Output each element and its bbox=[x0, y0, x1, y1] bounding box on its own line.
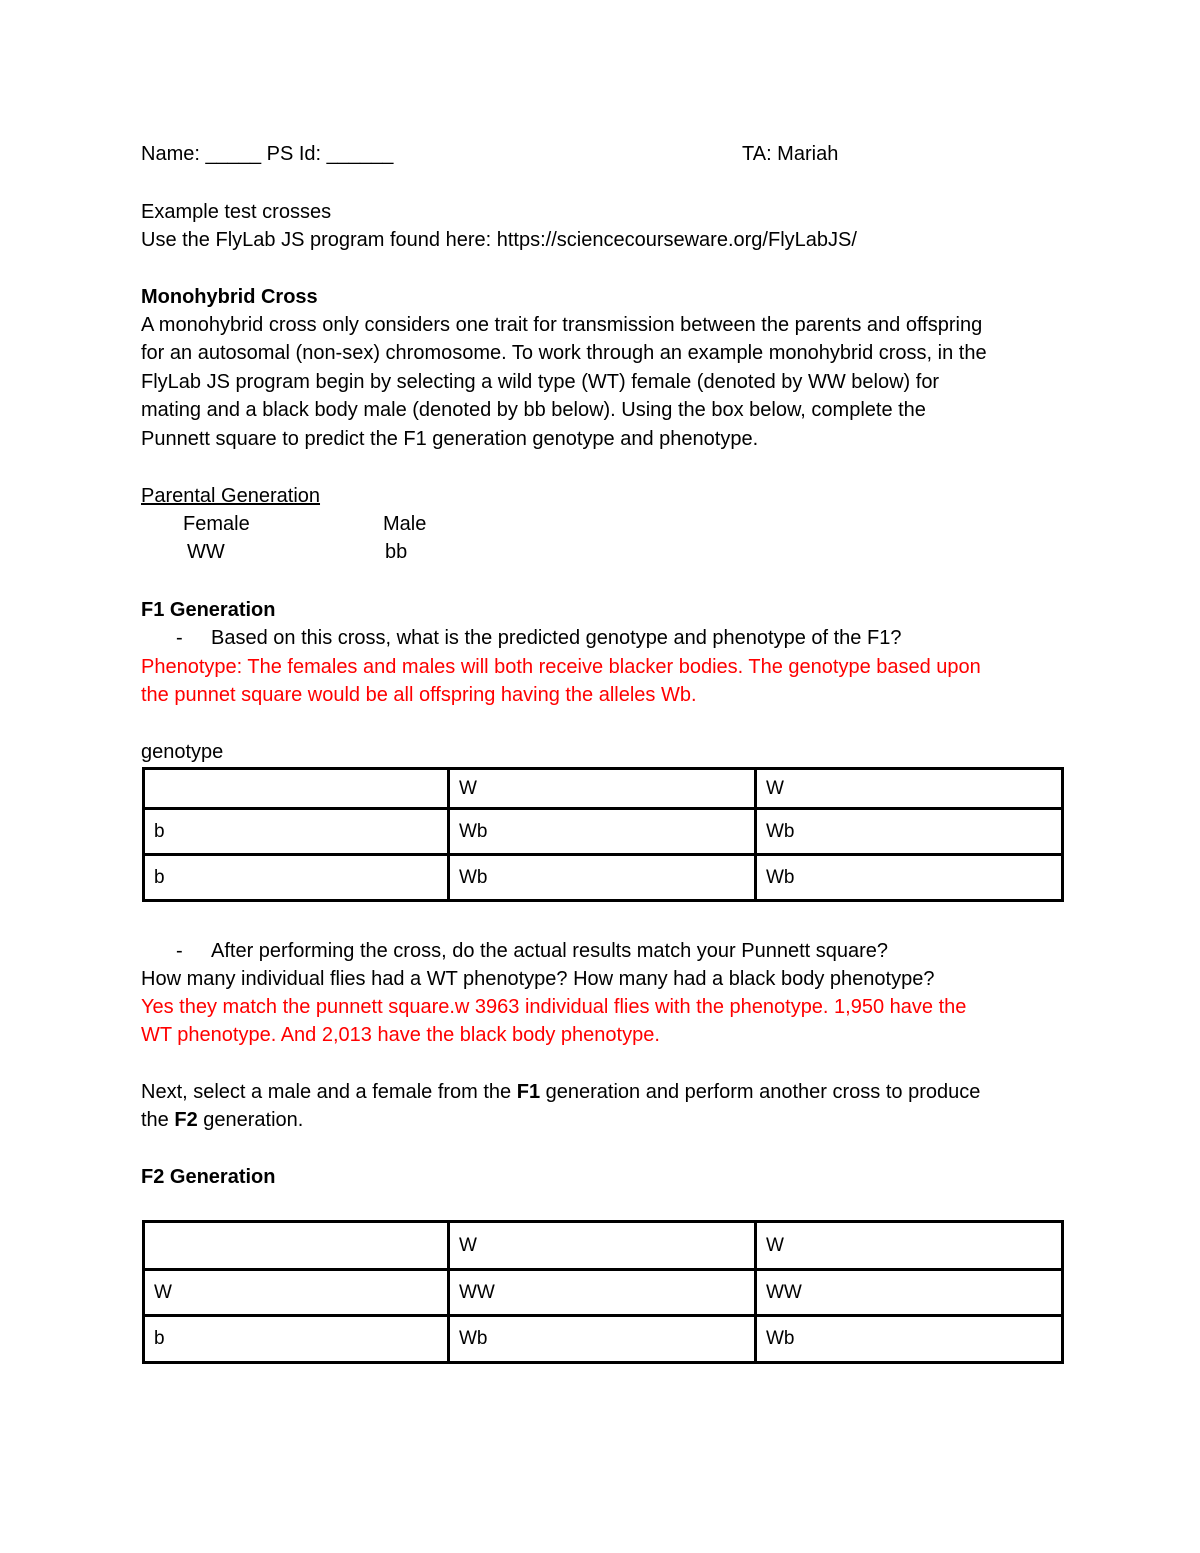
table-cell: b bbox=[144, 809, 449, 855]
table-cell: Wb bbox=[756, 809, 1063, 855]
table-cell: b bbox=[144, 855, 449, 901]
female-label: Female bbox=[183, 513, 250, 535]
f1-punnett-table bbox=[142, 767, 1064, 902]
table-cell: Wb bbox=[449, 809, 756, 855]
monohybrid-heading: Monohybrid Cross bbox=[141, 286, 318, 308]
text-run: generation. bbox=[197, 1109, 304, 1131]
f1-question: Based on this cross, what is the predicted genotype and phenotype of the F1? bbox=[211, 627, 902, 649]
text-run: Next, select a male and a female from the bbox=[141, 1081, 517, 1103]
text-run: the bbox=[141, 1109, 175, 1131]
monohybrid-text-line: A monohybrid cross only considers one trait for transmission between the parents and offspring bbox=[141, 314, 983, 336]
text-run: generation and perform another cross to produce bbox=[540, 1081, 981, 1103]
name-ps-id-line: Name: _____ PS Id: ______ bbox=[141, 143, 394, 165]
ta-name: TA: Mariah bbox=[742, 143, 839, 165]
table-cell: W bbox=[449, 769, 756, 809]
female-genotype: WW bbox=[187, 541, 225, 563]
table-cell: WW bbox=[756, 1270, 1063, 1316]
bullet-dash: - bbox=[176, 627, 183, 649]
monohybrid-text-line: for an autosomal (non-sex) chromosome. To work through an example monohybrid cross, in the bbox=[141, 342, 987, 364]
table-row bbox=[144, 1316, 1063, 1363]
table-cell: W bbox=[756, 1222, 1063, 1270]
table-cell bbox=[144, 1222, 449, 1270]
monohybrid-text-line: FlyLab JS program begin by selecting a wild type (WT) female (denoted by WW below) for bbox=[141, 371, 940, 393]
table-cell: Wb bbox=[449, 855, 756, 901]
table-row bbox=[144, 1222, 1063, 1270]
next-instruction-line bbox=[141, 1078, 980, 1106]
f2-heading: F2 Generation bbox=[141, 1166, 276, 1188]
intro-title: Example test crosses bbox=[141, 201, 332, 223]
table-cell: WW bbox=[449, 1270, 756, 1316]
monohybrid-text-line: Punnett square to predict the F1 generation genotype and phenotype. bbox=[141, 428, 759, 450]
male-genotype: bb bbox=[385, 541, 408, 563]
f1-answer-2-line: WT phenotype. And 2,013 have the black body phenotype. bbox=[141, 1024, 660, 1046]
text-run-bold: F2 bbox=[174, 1109, 198, 1131]
parental-heading: Parental Generation bbox=[141, 485, 321, 507]
table-row bbox=[144, 769, 1063, 809]
f1-answer-line: the punnet square would be all offspring having the alleles Wb. bbox=[141, 684, 697, 706]
table-row bbox=[144, 855, 1063, 901]
f1-question-2: After performing the cross, do the actual results match your Punnett square? bbox=[211, 940, 889, 962]
table-cell bbox=[144, 769, 449, 809]
intro-link-line: Use the FlyLab JS program found here: https://sciencecourseware.org/FlyLabJS/ bbox=[141, 229, 857, 251]
table-cell: b bbox=[144, 1316, 449, 1363]
bullet-dash: - bbox=[176, 940, 183, 962]
next-instruction-line bbox=[141, 1106, 303, 1134]
table-row bbox=[144, 1270, 1063, 1316]
text-run-bold: F1 bbox=[516, 1081, 541, 1103]
table-cell: Wb bbox=[449, 1316, 756, 1363]
table-cell: Wb bbox=[756, 855, 1063, 901]
genotype-label: genotype bbox=[141, 741, 224, 763]
monohybrid-text-line: mating and a black body male (denoted by bb below). Using the box below, complete the bbox=[141, 399, 926, 421]
f1-question-3: How many individual flies had a WT phenotype? How many had a black body phenotype? bbox=[141, 968, 935, 990]
table-cell: W bbox=[756, 769, 1063, 809]
table-cell: Wb bbox=[756, 1316, 1063, 1363]
table-cell: W bbox=[449, 1222, 756, 1270]
f2-punnett-table bbox=[142, 1220, 1064, 1364]
f1-answer-line: Phenotype: The females and males will both receive blacker bodies. The genotype based upon bbox=[141, 656, 981, 678]
table-cell: W bbox=[144, 1270, 449, 1316]
male-label: Male bbox=[383, 513, 427, 535]
f1-heading: F1 Generation bbox=[141, 599, 276, 621]
f1-answer-2-line: Yes they match the punnett square.w 3963 individual flies with the phenotype. 1,950 have the bbox=[141, 996, 967, 1018]
table-row bbox=[144, 809, 1063, 855]
